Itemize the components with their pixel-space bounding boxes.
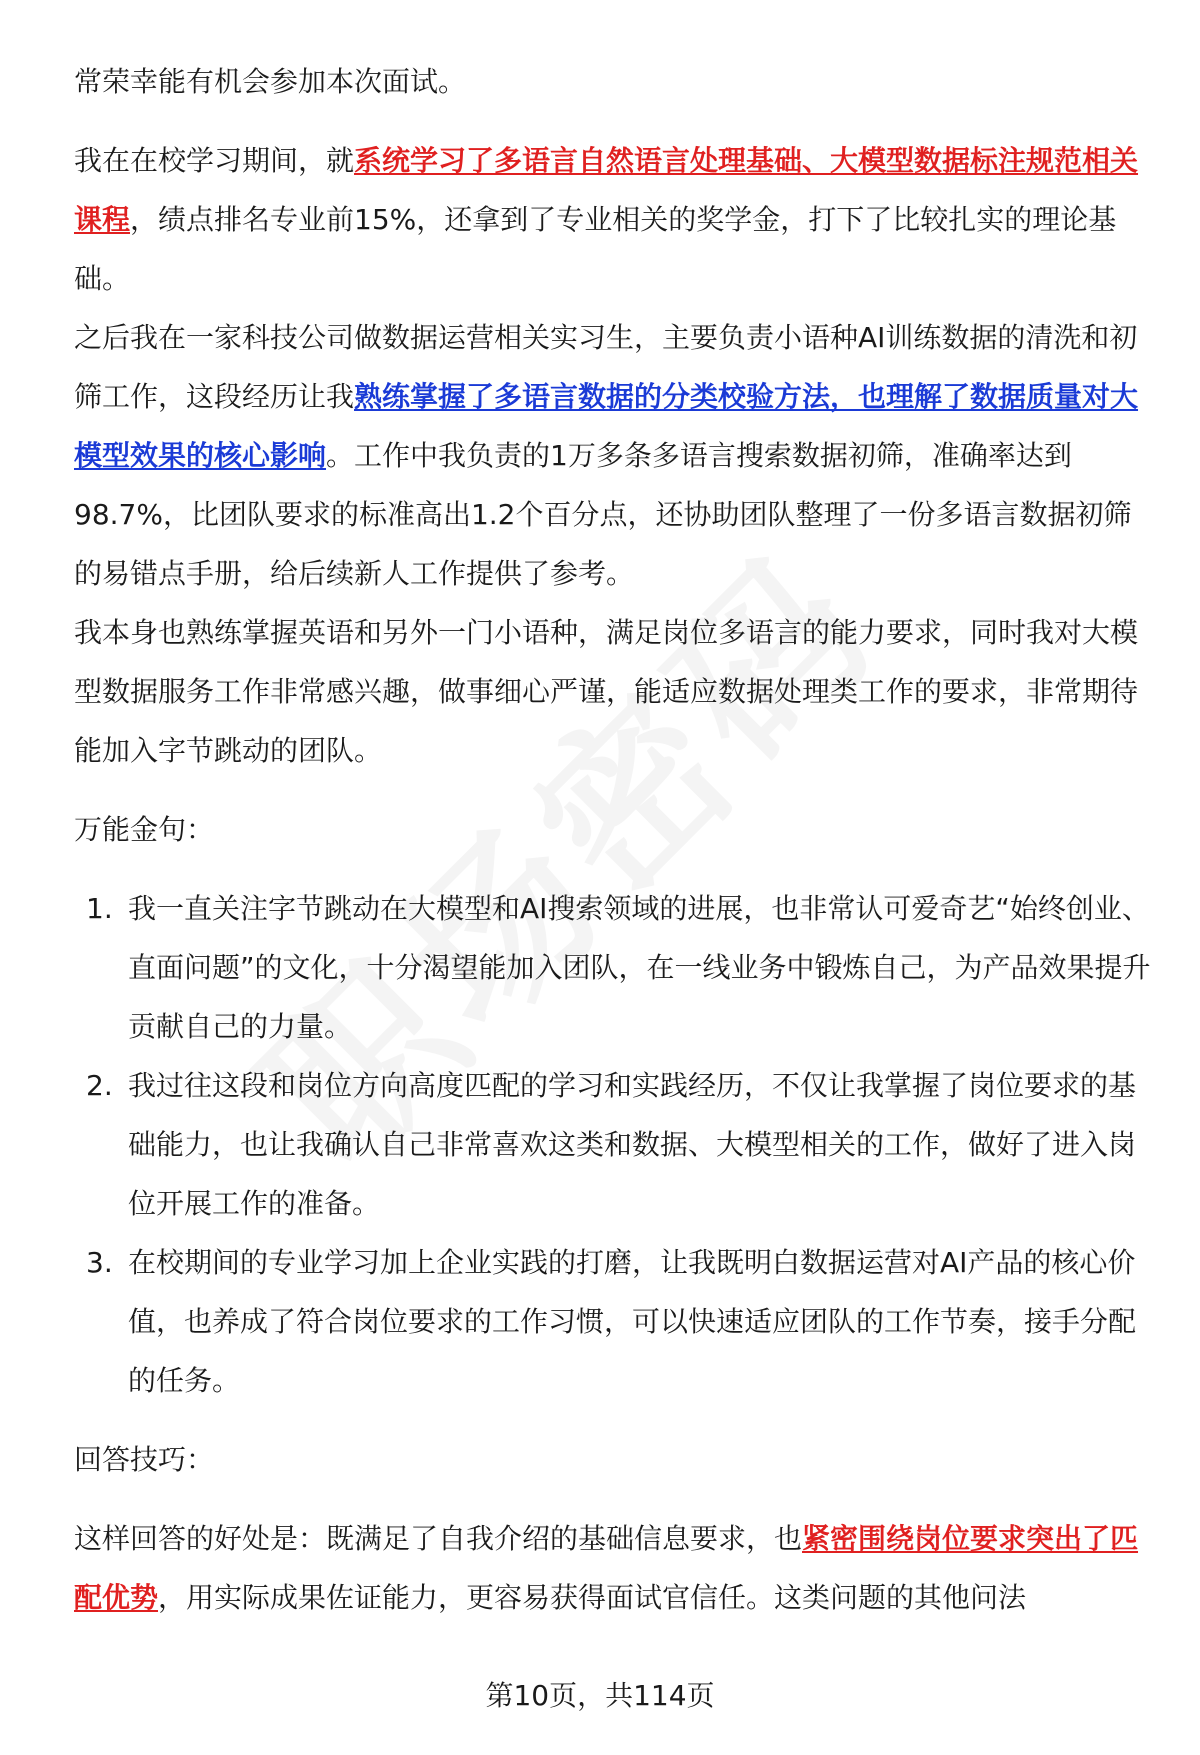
list-item [74,1233,1154,1410]
list-text: 我一直关注字节跳动在大模型和AI搜索领域的进展，也非常认可爱奇艺“始终创业、直面问题”的文化，十分渴望能加入团队，在一线业务中锻炼自己，为产品效果提升贡献自己的力量。 [128,892,1151,1043]
list-number: 1. [86,892,113,925]
red-highlight: 紧密围绕岗位要求突出了匹配优势 [74,1522,1139,1614]
list-text: 在校期间的专业学习加上企业实践的打磨，让我既明白数据运营对AI产品的核心价值，也养成了符合岗位要求的工作习惯，可以快速适应团队的工作节奏，接手分配的任务。 [128,1246,1137,1397]
page-footer: 第10页，共114页 [485,1679,715,1712]
section-heading-tips: 回答技巧： [74,1443,215,1476]
text-segment: 我在在校学习期间，就 [74,144,355,177]
text-segment: ，用实际成果佐证能力，更容易获得面试官信任。这类问题的其他问法 [158,1581,1027,1614]
paragraph-study [74,131,1154,308]
red-highlight: 系统学习了多语言自然语言处理基础、大模型数据标注规范相关课程 [74,144,1139,236]
list-number: 3. [86,1246,113,1279]
paragraph-tips [74,1509,1154,1627]
list-text: 我过往这段和岗位方向高度匹配的学习和实践经历，不仅让我掌握了岗位要求的基础能力，也让我确认自己非常喜欢这类和数据、大模型相关的工作，做好了进入岗位开展工作的准备。 [128,1069,1137,1220]
paragraph-internship [74,308,1154,603]
list-item [74,879,1154,1056]
text-segment: ，绩点排名专业前15%，还拿到了专业相关的奖学金，打下了比较扎实的理论基础。 [74,203,1117,295]
text-segment: 。工作中我负责的1万多条多语言搜索数据初筛，准确率达到98.7%，比团队要求的标准高出1.2个百分点，还协助团队整理了一份多语言数据初筛的易错点手册，给后续新人工作提供了参考。 [74,439,1132,590]
paragraph-skills: 我本身也熟练掌握英语和另外一门小语种，满足岗位多语言的能力要求，同时我对大模型数据服务工作非常感兴趣，做事细心严谨，能适应数据处理类工作的要求，非常期待能加入字节跳动的团队。 [74,616,1139,767]
document-body [74,52,1154,1627]
blue-highlight: 熟练掌握了多语言数据的分类校验方法，也理解了数据质量对大模型效果的核心影响 [74,380,1139,472]
golden-list [74,879,1154,1410]
list-item [74,1056,1154,1233]
list-number: 2. [86,1069,113,1102]
text-segment: 之后我在一家科技公司做数据运营相关实习生，主要负责小语种AI训练数据的清洗和初筛工作，这段经历让我 [74,321,1138,413]
intro-line: 常荣幸能有机会参加本次面试。 [74,65,467,98]
text-segment: 这样回答的好处是：既满足了自我介绍的基础信息要求，也 [74,1522,803,1555]
section-heading-golden: 万能金句： [74,813,215,846]
